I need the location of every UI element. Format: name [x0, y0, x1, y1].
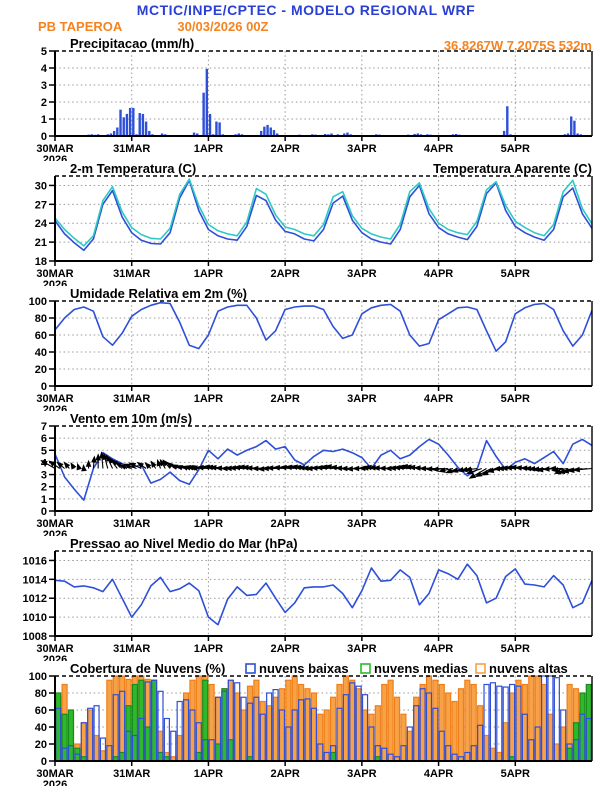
svg-text:2026: 2026	[42, 404, 68, 411]
x-axis-labels	[36, 261, 530, 286]
umid-chart	[0, 286, 612, 411]
svg-text:24: 24	[34, 218, 47, 231]
x-axis-labels	[36, 761, 530, 786]
legend-swatch-nuvens-altas	[476, 664, 485, 673]
svg-text:40: 40	[34, 722, 47, 734]
svg-text:1APR: 1APR	[193, 143, 224, 155]
svg-text:1016: 1016	[22, 555, 47, 568]
svg-text:4APR: 4APR	[423, 768, 454, 780]
svg-text:18: 18	[34, 256, 47, 268]
x-axis-labels	[36, 636, 530, 661]
svg-text:0: 0	[40, 381, 47, 393]
vento-chart	[0, 411, 612, 536]
svg-text:Cobertura de Nuvens (%): Cobertura de Nuvens (%)	[70, 661, 226, 676]
gridlines	[55, 551, 592, 636]
svg-text:2026: 2026	[42, 779, 68, 786]
svg-text:30MAR: 30MAR	[36, 393, 74, 405]
svg-text:3APR: 3APR	[347, 143, 377, 155]
svg-text:31MAR: 31MAR	[113, 518, 151, 530]
umid-series	[55, 303, 592, 352]
svg-text:2APR: 2APR	[270, 393, 300, 405]
svg-text:4: 4	[40, 457, 47, 470]
panel-humidity	[0, 286, 612, 411]
svg-text:4APR: 4APR	[423, 643, 454, 655]
panel-wind	[0, 411, 612, 536]
svg-text:30MAR: 30MAR	[36, 518, 74, 530]
temp-series	[55, 179, 592, 250]
svg-text:2APR: 2APR	[270, 768, 300, 780]
svg-text:60: 60	[34, 330, 47, 342]
svg-text:3: 3	[40, 80, 47, 92]
svg-text:3: 3	[40, 469, 47, 482]
svg-text:5APR: 5APR	[500, 643, 530, 655]
svg-text:2APR: 2APR	[270, 643, 300, 655]
svg-text:80: 80	[34, 313, 47, 325]
svg-text:31MAR: 31MAR	[113, 268, 151, 280]
svg-text:4APR: 4APR	[423, 518, 454, 530]
panel-title	[70, 36, 194, 51]
svg-text:5: 5	[40, 445, 47, 458]
nuvens-chart	[0, 661, 612, 786]
svg-text:5APR: 5APR	[500, 768, 530, 780]
station-name: PB TAPEROA	[38, 19, 122, 34]
legend-swatch-nuvens-medias	[361, 664, 370, 673]
y-axis-labels	[23, 555, 55, 643]
svg-text:2026: 2026	[42, 279, 68, 286]
svg-text:31MAR: 31MAR	[113, 643, 151, 655]
svg-text:40: 40	[34, 347, 47, 359]
svg-text:5APR: 5APR	[500, 268, 530, 280]
svg-text:4APR: 4APR	[423, 268, 454, 280]
svg-text:1APR: 1APR	[193, 643, 224, 655]
svg-text:Pressao ao Nivel Medio do Mar: Pressao ao Nivel Medio do Mar (hPa)	[70, 536, 298, 551]
svg-text:1: 1	[40, 114, 47, 126]
x-axis-labels	[36, 386, 530, 411]
svg-text:27: 27	[34, 199, 47, 212]
svg-text:2APR: 2APR	[270, 518, 300, 530]
svg-text:3APR: 3APR	[347, 268, 377, 280]
pressao-chart	[0, 536, 612, 661]
svg-text:20: 20	[34, 364, 47, 376]
legend-swatch-nuvens-baixas	[246, 664, 255, 673]
svg-text:30: 30	[34, 180, 47, 193]
panel-title	[70, 286, 247, 301]
precip-chart	[0, 36, 612, 161]
plot-frame	[54, 551, 592, 636]
svg-text:Temperatura Aparente (C): Temperatura Aparente (C)	[433, 161, 592, 176]
panel-title	[70, 411, 192, 426]
svg-text:1APR: 1APR	[193, 768, 224, 780]
svg-text:30MAR: 30MAR	[36, 143, 74, 155]
plot-frame	[54, 51, 592, 136]
svg-text:2APR: 2APR	[270, 143, 300, 155]
svg-text:0: 0	[40, 131, 47, 143]
svg-text:30MAR: 30MAR	[36, 768, 74, 780]
panel-cloud-cover	[0, 661, 612, 786]
svg-text:2026: 2026	[42, 154, 68, 161]
svg-text:4: 4	[40, 63, 47, 75]
svg-text:6: 6	[40, 433, 47, 446]
y-axis-labels	[41, 421, 55, 518]
svg-text:2026: 2026	[42, 529, 68, 536]
svg-text:20: 20	[34, 739, 47, 751]
x-axis-labels	[36, 136, 530, 161]
panel-title	[70, 536, 298, 551]
pressao-series	[55, 564, 592, 625]
gridlines	[55, 176, 592, 261]
svg-text:80: 80	[34, 688, 47, 700]
svg-text:4APR: 4APR	[423, 393, 454, 405]
svg-text:1APR: 1APR	[193, 518, 224, 530]
vento-series	[42, 439, 592, 500]
svg-text:2-m Temperatura (C): 2-m Temperatura (C)	[70, 161, 197, 176]
svg-text:2: 2	[40, 481, 47, 494]
svg-text:1012: 1012	[22, 593, 47, 606]
svg-text:Umidade Relativa em 2m (%): Umidade Relativa em 2m (%)	[70, 286, 248, 301]
svg-text:4APR: 4APR	[423, 143, 454, 155]
svg-text:3APR: 3APR	[347, 393, 377, 405]
svg-text:nuvens medias: nuvens medias	[374, 661, 468, 676]
svg-text:5: 5	[40, 46, 47, 58]
svg-text:100: 100	[28, 296, 47, 308]
panel-title	[70, 161, 592, 176]
svg-text:100: 100	[28, 671, 47, 683]
svg-text:1: 1	[40, 493, 47, 506]
y-axis-labels	[29, 671, 55, 768]
svg-text:nuvens altas: nuvens altas	[489, 661, 568, 676]
y-axis-labels	[35, 180, 55, 268]
gridlines	[55, 51, 592, 136]
y-axis-labels	[41, 46, 55, 143]
svg-text:5APR: 5APR	[500, 143, 530, 155]
svg-text:2: 2	[40, 97, 47, 109]
station-row	[0, 19, 612, 34]
panel-precipitation	[0, 36, 612, 161]
svg-text:Vento em 10m (m/s): Vento em 10m (m/s)	[70, 411, 193, 426]
svg-text:2026: 2026	[42, 654, 68, 661]
panel-title	[70, 661, 568, 676]
model-title: MCTIC/INPE/CPTEC - MODELO REGIONAL WRF	[136, 2, 476, 18]
svg-text:1010: 1010	[22, 612, 47, 625]
svg-text:3APR: 3APR	[347, 518, 377, 530]
header	[0, 0, 612, 36]
x-axis-labels	[36, 511, 530, 536]
svg-text:0: 0	[40, 756, 47, 768]
svg-text:1APR: 1APR	[193, 393, 224, 405]
svg-text:0: 0	[40, 506, 47, 518]
svg-text:3APR: 3APR	[347, 643, 377, 655]
svg-text:3APR: 3APR	[347, 768, 377, 780]
station-coordinates: 36.8267W 7.2075S 532m	[443, 38, 592, 53]
svg-text:7: 7	[40, 421, 47, 433]
svg-text:nuvens baixas: nuvens baixas	[259, 661, 349, 676]
svg-text:31MAR: 31MAR	[113, 393, 151, 405]
svg-text:1APR: 1APR	[193, 268, 224, 280]
svg-text:30MAR: 30MAR	[36, 268, 74, 280]
y-axis-labels	[29, 296, 55, 393]
temp-chart	[0, 161, 612, 286]
svg-text:31MAR: 31MAR	[113, 143, 151, 155]
nuvens-series	[56, 676, 592, 761]
svg-text:2APR: 2APR	[270, 268, 300, 280]
panel-pressure	[0, 536, 612, 661]
svg-text:1008: 1008	[22, 631, 47, 643]
svg-text:21: 21	[34, 237, 47, 250]
svg-text:Precipitacao (mm/h): Precipitacao (mm/h)	[70, 36, 195, 51]
svg-text:1014: 1014	[22, 574, 47, 587]
svg-text:30MAR: 30MAR	[36, 643, 74, 655]
svg-text:5APR: 5APR	[500, 393, 530, 405]
svg-text:60: 60	[34, 705, 47, 717]
svg-text:5APR: 5APR	[500, 518, 530, 530]
run-datetime: 30/03/2026 00Z	[177, 19, 269, 34]
svg-text:31MAR: 31MAR	[113, 768, 151, 780]
panel-temperature	[0, 161, 612, 286]
